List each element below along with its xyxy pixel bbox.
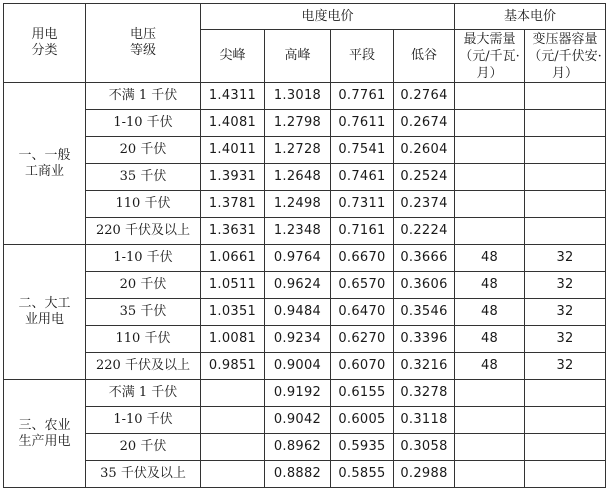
peak-cell xyxy=(201,434,265,461)
peak-cell: 0.9851 xyxy=(201,353,265,380)
peak-cell xyxy=(201,380,265,407)
demand-cell xyxy=(455,110,525,137)
capacity-cell xyxy=(525,191,606,218)
voltage-cell: 35 千伏及以上 xyxy=(86,461,201,488)
high-cell: 0.9484 xyxy=(265,299,331,326)
demand-cell xyxy=(455,407,525,434)
capacity-cell xyxy=(525,110,606,137)
valley-cell: 0.2524 xyxy=(394,164,455,191)
peak-cell: 1.0351 xyxy=(201,299,265,326)
valley-cell: 0.3058 xyxy=(394,434,455,461)
header-transformer-capacity: 变压器容量（元/千伏安·月） xyxy=(525,30,606,83)
table-row xyxy=(4,164,606,191)
table-row xyxy=(4,137,606,164)
demand-cell xyxy=(455,164,525,191)
valley-cell: 0.2988 xyxy=(394,461,455,488)
high-cell: 0.9042 xyxy=(265,407,331,434)
voltage-cell: 1-10 千伏 xyxy=(86,407,201,434)
flat-cell: 0.7311 xyxy=(331,191,394,218)
header-basic-price: 基本电价 xyxy=(455,4,606,30)
high-cell: 0.9192 xyxy=(265,380,331,407)
flat-cell: 0.5855 xyxy=(331,461,394,488)
capacity-cell xyxy=(525,164,606,191)
peak-cell: 1.4081 xyxy=(201,110,265,137)
flat-cell: 0.7161 xyxy=(331,218,394,245)
flat-cell: 0.7611 xyxy=(331,110,394,137)
valley-cell: 0.3216 xyxy=(394,353,455,380)
demand-cell: 48 xyxy=(455,272,525,299)
flat-cell: 0.6070 xyxy=(331,353,394,380)
valley-cell: 0.2224 xyxy=(394,218,455,245)
high-cell: 0.8962 xyxy=(265,434,331,461)
high-cell: 0.9234 xyxy=(265,326,331,353)
valley-cell: 0.3396 xyxy=(394,326,455,353)
header-category: 用电 分类 xyxy=(4,4,86,83)
header-max-demand: 最大需量（元/千瓦·月） xyxy=(455,30,525,83)
voltage-cell: 1-10 千伏 xyxy=(86,110,201,137)
peak-cell: 1.0661 xyxy=(201,245,265,272)
capacity-cell xyxy=(525,434,606,461)
high-cell: 0.8882 xyxy=(265,461,331,488)
high-cell: 0.9764 xyxy=(265,245,331,272)
peak-cell xyxy=(201,461,265,488)
capacity-cell: 32 xyxy=(525,326,606,353)
voltage-cell: 不满 1 千伏 xyxy=(86,380,201,407)
header-flat: 平段 xyxy=(331,30,394,83)
peak-cell: 1.4311 xyxy=(201,83,265,110)
table-row xyxy=(4,380,606,407)
capacity-cell: 32 xyxy=(525,272,606,299)
high-cell: 1.2648 xyxy=(265,164,331,191)
valley-cell: 0.3606 xyxy=(394,272,455,299)
high-cell: 1.2728 xyxy=(265,137,331,164)
demand-cell xyxy=(455,191,525,218)
voltage-cell: 220 千伏及以上 xyxy=(86,353,201,380)
table-row xyxy=(4,272,606,299)
flat-cell: 0.6270 xyxy=(331,326,394,353)
peak-cell: 1.3631 xyxy=(201,218,265,245)
valley-cell: 0.3118 xyxy=(394,407,455,434)
demand-cell xyxy=(455,461,525,488)
category-cell: 三、农业 生产用电 xyxy=(4,380,86,488)
table-row xyxy=(4,83,606,110)
table-row xyxy=(4,407,606,434)
capacity-cell xyxy=(525,83,606,110)
flat-cell: 0.6570 xyxy=(331,272,394,299)
header-peak: 尖峰 xyxy=(201,30,265,83)
table-body xyxy=(4,83,606,488)
voltage-cell: 不满 1 千伏 xyxy=(86,83,201,110)
demand-cell xyxy=(455,380,525,407)
peak-cell: 1.0081 xyxy=(201,326,265,353)
voltage-cell: 110 千伏 xyxy=(86,191,201,218)
valley-cell: 0.3666 xyxy=(394,245,455,272)
high-cell: 0.9004 xyxy=(265,353,331,380)
high-cell: 1.3018 xyxy=(265,83,331,110)
category-cell: 二、大工 业用电 xyxy=(4,245,86,380)
table-row xyxy=(4,110,606,137)
high-cell: 1.2498 xyxy=(265,191,331,218)
table-row xyxy=(4,434,606,461)
header-voltage: 电压 等级 xyxy=(86,4,201,83)
demand-cell: 48 xyxy=(455,299,525,326)
peak-cell xyxy=(201,407,265,434)
table-row xyxy=(4,353,606,380)
valley-cell: 0.3546 xyxy=(394,299,455,326)
valley-cell: 0.2604 xyxy=(394,137,455,164)
valley-cell: 0.2374 xyxy=(394,191,455,218)
capacity-cell xyxy=(525,461,606,488)
table-row xyxy=(4,218,606,245)
capacity-cell xyxy=(525,380,606,407)
voltage-cell: 20 千伏 xyxy=(86,434,201,461)
high-cell: 1.2798 xyxy=(265,110,331,137)
voltage-cell: 110 千伏 xyxy=(86,326,201,353)
table-row xyxy=(4,326,606,353)
peak-cell: 1.3781 xyxy=(201,191,265,218)
category-cell: 一、一般 工商业 xyxy=(4,83,86,245)
table-row xyxy=(4,245,606,272)
capacity-cell: 32 xyxy=(525,245,606,272)
flat-cell: 0.6670 xyxy=(331,245,394,272)
peak-cell: 1.0511 xyxy=(201,272,265,299)
header-high: 高峰 xyxy=(265,30,331,83)
flat-cell: 0.6005 xyxy=(331,407,394,434)
demand-cell xyxy=(455,434,525,461)
high-cell: 1.2348 xyxy=(265,218,331,245)
peak-cell: 1.4011 xyxy=(201,137,265,164)
demand-cell: 48 xyxy=(455,353,525,380)
flat-cell: 0.7761 xyxy=(331,83,394,110)
electricity-tariff-table xyxy=(3,3,606,488)
table-row xyxy=(4,191,606,218)
voltage-cell: 35 千伏 xyxy=(86,299,201,326)
voltage-cell: 1-10 千伏 xyxy=(86,245,201,272)
valley-cell: 0.2764 xyxy=(394,83,455,110)
header-energy-price: 电度电价 xyxy=(201,4,455,30)
capacity-cell xyxy=(525,407,606,434)
demand-cell: 48 xyxy=(455,326,525,353)
flat-cell: 0.7461 xyxy=(331,164,394,191)
demand-cell: 48 xyxy=(455,245,525,272)
valley-cell: 0.2674 xyxy=(394,110,455,137)
demand-cell xyxy=(455,83,525,110)
capacity-cell: 32 xyxy=(525,353,606,380)
table-row xyxy=(4,299,606,326)
flat-cell: 0.5935 xyxy=(331,434,394,461)
peak-cell: 1.3931 xyxy=(201,164,265,191)
voltage-cell: 220 千伏及以上 xyxy=(86,218,201,245)
voltage-cell: 35 千伏 xyxy=(86,164,201,191)
capacity-cell xyxy=(525,137,606,164)
capacity-cell: 32 xyxy=(525,299,606,326)
demand-cell xyxy=(455,137,525,164)
header-valley: 低谷 xyxy=(394,30,455,83)
high-cell: 0.9624 xyxy=(265,272,331,299)
voltage-cell: 20 千伏 xyxy=(86,137,201,164)
voltage-cell: 20 千伏 xyxy=(86,272,201,299)
valley-cell: 0.3278 xyxy=(394,380,455,407)
table-row xyxy=(4,461,606,488)
flat-cell: 0.6155 xyxy=(331,380,394,407)
flat-cell: 0.7541 xyxy=(331,137,394,164)
demand-cell xyxy=(455,218,525,245)
flat-cell: 0.6470 xyxy=(331,299,394,326)
capacity-cell xyxy=(525,218,606,245)
